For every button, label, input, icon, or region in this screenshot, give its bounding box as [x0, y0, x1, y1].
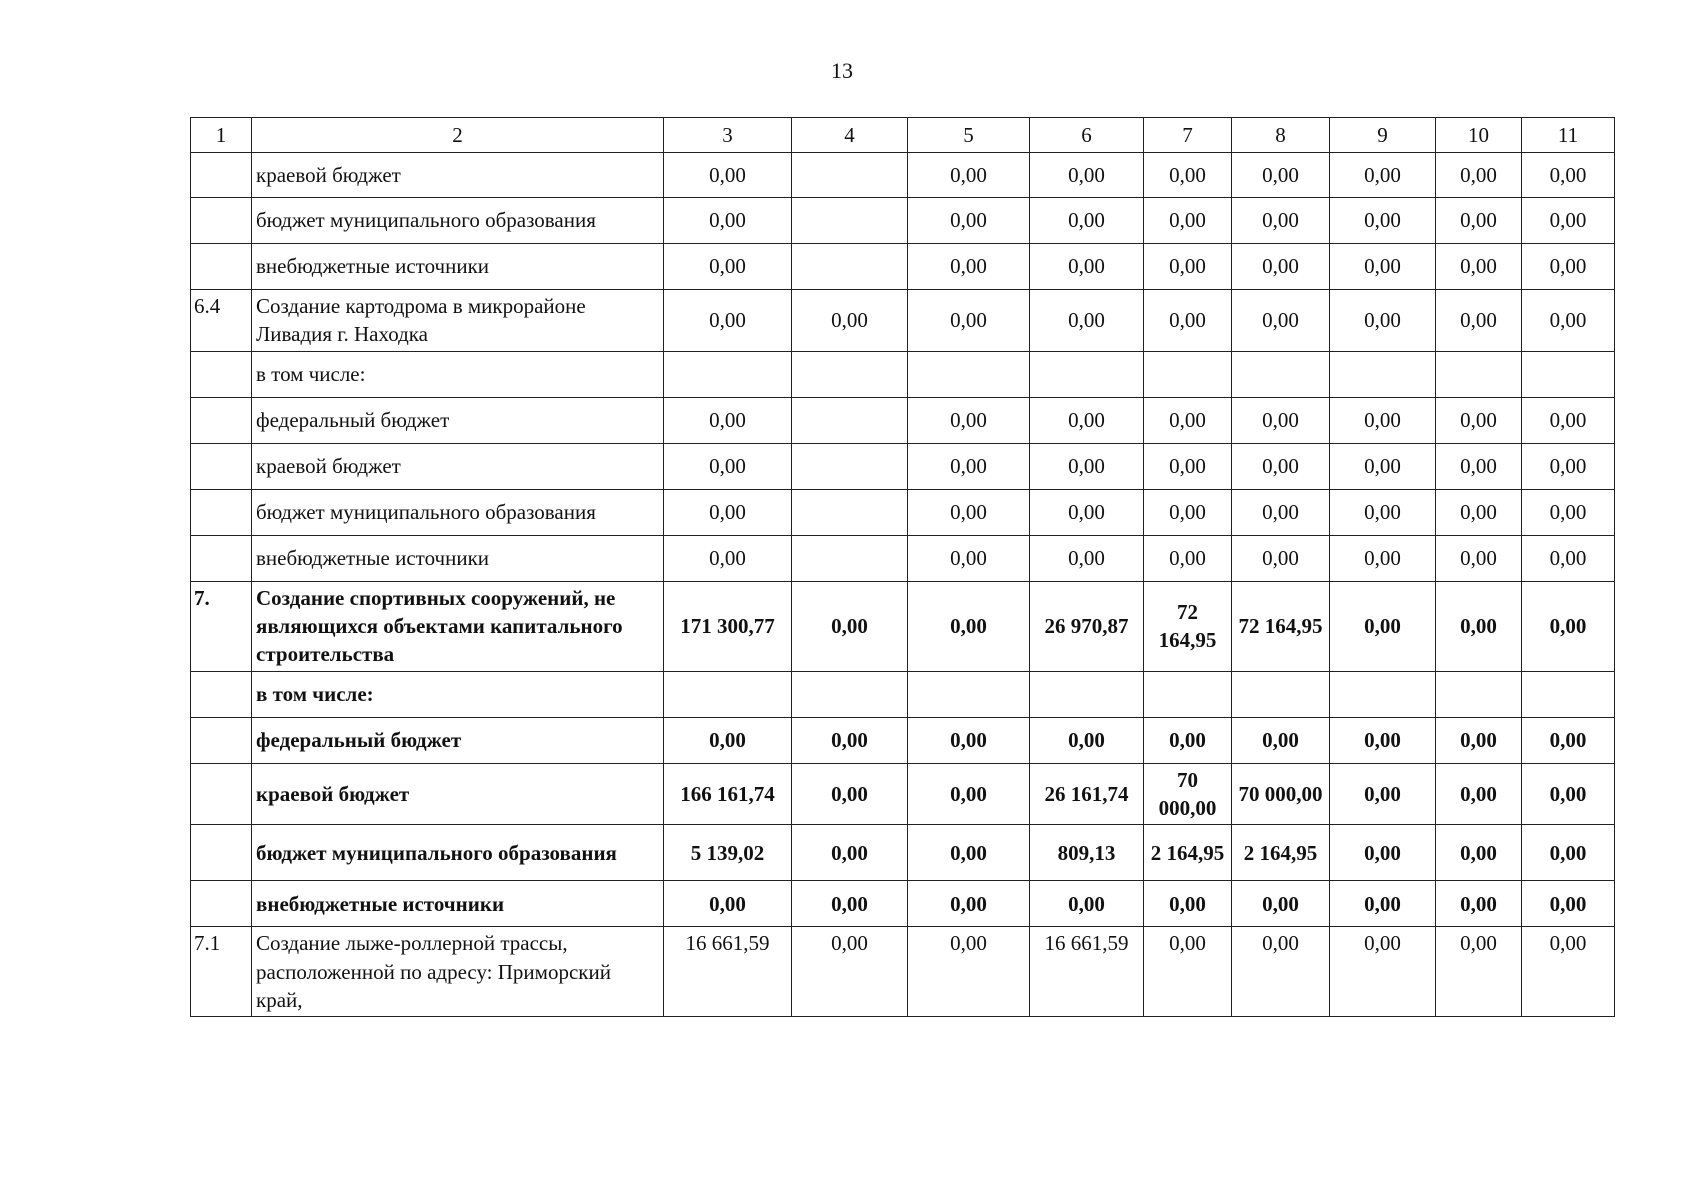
value-cell: 0,00: [1144, 927, 1232, 1017]
header-cell: 2: [252, 118, 664, 153]
value-cell: 809,13: [1030, 825, 1144, 881]
value-cell: 0,00: [1522, 763, 1615, 825]
value-cell: 0,00: [908, 244, 1030, 290]
header-cell: 5: [908, 118, 1030, 153]
value-cell: 0,00: [908, 763, 1030, 825]
value-cell: 26 161,74: [1030, 763, 1144, 825]
value-cell: 16 661,59: [664, 927, 792, 1017]
value-cell: 0,00: [792, 763, 908, 825]
value-cell: 166 161,74: [664, 763, 792, 825]
row-number-cell: [191, 881, 252, 927]
value-cell: [1436, 671, 1522, 717]
value-cell: 0,00: [1232, 153, 1330, 198]
value-cell: 0,00: [1436, 198, 1522, 244]
value-cell: [792, 489, 908, 535]
value-cell: 0,00: [792, 927, 908, 1017]
value-cell: 0,00: [1522, 244, 1615, 290]
value-cell: 0,00: [1030, 153, 1144, 198]
value-cell: 0,00: [664, 717, 792, 763]
value-cell: 0,00: [908, 198, 1030, 244]
row-name-cell: краевой бюджет: [252, 763, 664, 825]
value-cell: 0,00: [1436, 244, 1522, 290]
value-cell: [1232, 351, 1330, 397]
table-row: [191, 535, 1615, 581]
row-number-cell: [191, 825, 252, 881]
row-name-cell: бюджет муниципального образования: [252, 198, 664, 244]
value-cell: 0,00: [1330, 881, 1436, 927]
value-cell: 0,00: [1144, 717, 1232, 763]
value-cell: [1330, 671, 1436, 717]
value-cell: [792, 397, 908, 443]
value-cell: 0,00: [1232, 244, 1330, 290]
value-cell: 0,00: [664, 153, 792, 198]
row-number-cell: [191, 244, 252, 290]
row-name-cell: в том числе:: [252, 351, 664, 397]
value-cell: 2 164,95: [1232, 825, 1330, 881]
value-cell: 0,00: [1330, 153, 1436, 198]
row-name-cell: Создание картодрома в микрорайоне Ливадия г. Находка: [252, 290, 664, 352]
value-cell: 0,00: [664, 198, 792, 244]
value-cell: 0,00: [1436, 290, 1522, 352]
row-name-cell: внебюджетные источники: [252, 535, 664, 581]
row-name-cell: краевой бюджет: [252, 443, 664, 489]
value-cell: [1144, 671, 1232, 717]
header-cell: 3: [664, 118, 792, 153]
row-name-cell: Создание лыже-роллерной трассы, расположенной по адресу: Приморский край,: [252, 927, 664, 1017]
value-cell: 72 164,95: [1232, 581, 1330, 671]
row-number-cell: [191, 351, 252, 397]
value-cell: 0,00: [1144, 881, 1232, 927]
value-cell: 0,00: [1144, 244, 1232, 290]
value-cell: 0,00: [1030, 443, 1144, 489]
value-cell: 0,00: [1330, 927, 1436, 1017]
row-name-cell: бюджет муниципального образования: [252, 825, 664, 881]
value-cell: 0,00: [1436, 535, 1522, 581]
value-cell: 5 139,02: [664, 825, 792, 881]
header-cell: 7: [1144, 118, 1232, 153]
table-row: [191, 825, 1615, 881]
table-row: [191, 244, 1615, 290]
value-cell: [664, 351, 792, 397]
value-cell: [1030, 351, 1144, 397]
table-body: [191, 118, 1615, 1017]
table-row: [191, 489, 1615, 535]
table-row: [191, 351, 1615, 397]
value-cell: 0,00: [908, 581, 1030, 671]
value-cell: [792, 443, 908, 489]
value-cell: 0,00: [1030, 290, 1144, 352]
value-cell: 0,00: [1232, 717, 1330, 763]
row-number-cell: [191, 397, 252, 443]
value-cell: 0,00: [1330, 290, 1436, 352]
value-cell: [792, 198, 908, 244]
value-cell: 0,00: [908, 881, 1030, 927]
value-cell: 0,00: [1330, 397, 1436, 443]
row-number-cell: [191, 763, 252, 825]
value-cell: [792, 671, 908, 717]
value-cell: 0,00: [792, 290, 908, 352]
table-row: [191, 671, 1615, 717]
value-cell: 0,00: [1330, 489, 1436, 535]
row-number-cell: [191, 153, 252, 198]
value-cell: 70 000,00: [1232, 763, 1330, 825]
value-cell: 72 164,95: [1144, 581, 1232, 671]
table-row: [191, 443, 1615, 489]
value-cell: 0,00: [1232, 927, 1330, 1017]
header-cell: 6: [1030, 118, 1144, 153]
row-number-cell: [191, 717, 252, 763]
value-cell: 0,00: [1522, 581, 1615, 671]
table-row: [191, 763, 1615, 825]
value-cell: 0,00: [792, 717, 908, 763]
value-cell: [1522, 351, 1615, 397]
value-cell: 0,00: [1144, 290, 1232, 352]
row-number-cell: 7.1: [191, 927, 252, 1017]
value-cell: 0,00: [1232, 489, 1330, 535]
header-cell: 8: [1232, 118, 1330, 153]
value-cell: 0,00: [1144, 397, 1232, 443]
value-cell: 0,00: [1030, 535, 1144, 581]
value-cell: 0,00: [792, 881, 908, 927]
value-cell: 0,00: [908, 443, 1030, 489]
value-cell: 0,00: [908, 489, 1030, 535]
value-cell: [792, 244, 908, 290]
value-cell: 0,00: [1330, 717, 1436, 763]
row-name-cell: внебюджетные источники: [252, 881, 664, 927]
value-cell: 0,00: [1144, 153, 1232, 198]
value-cell: [1436, 351, 1522, 397]
value-cell: 0,00: [1436, 153, 1522, 198]
value-cell: 70 000,00: [1144, 763, 1232, 825]
row-number-cell: 6.4: [191, 290, 252, 352]
value-cell: 0,00: [1030, 198, 1144, 244]
row-number-cell: [191, 198, 252, 244]
value-cell: 0,00: [664, 397, 792, 443]
value-cell: 0,00: [1330, 763, 1436, 825]
value-cell: 0,00: [1330, 825, 1436, 881]
value-cell: [792, 535, 908, 581]
table-row: [191, 881, 1615, 927]
table-row: [191, 397, 1615, 443]
value-cell: 0,00: [1030, 244, 1144, 290]
value-cell: 0,00: [1522, 535, 1615, 581]
header-cell: 9: [1330, 118, 1436, 153]
value-cell: 0,00: [1436, 763, 1522, 825]
value-cell: 0,00: [1232, 535, 1330, 581]
row-number-cell: [191, 489, 252, 535]
value-cell: 0,00: [1522, 927, 1615, 1017]
header-cell: 1: [191, 118, 252, 153]
value-cell: 0,00: [1436, 489, 1522, 535]
value-cell: 0,00: [664, 489, 792, 535]
value-cell: 0,00: [908, 153, 1030, 198]
value-cell: 0,00: [1144, 198, 1232, 244]
value-cell: 0,00: [908, 825, 1030, 881]
value-cell: [1330, 351, 1436, 397]
header-cell: 10: [1436, 118, 1522, 153]
value-cell: 0,00: [1436, 397, 1522, 443]
value-cell: 0,00: [1436, 881, 1522, 927]
value-cell: 0,00: [792, 825, 908, 881]
value-cell: 0,00: [908, 717, 1030, 763]
value-cell: 0,00: [664, 244, 792, 290]
row-name-cell: бюджет муниципального образования: [252, 489, 664, 535]
value-cell: 0,00: [1522, 881, 1615, 927]
value-cell: 0,00: [908, 397, 1030, 443]
value-cell: 171 300,77: [664, 581, 792, 671]
value-cell: 0,00: [792, 581, 908, 671]
value-cell: 0,00: [908, 535, 1030, 581]
value-cell: 0,00: [1330, 581, 1436, 671]
value-cell: 0,00: [1030, 881, 1144, 927]
header-cell: 11: [1522, 118, 1615, 153]
row-name-cell: краевой бюджет: [252, 153, 664, 198]
row-number-cell: [191, 443, 252, 489]
value-cell: 0,00: [1232, 198, 1330, 244]
value-cell: 0,00: [1030, 397, 1144, 443]
value-cell: 0,00: [1030, 489, 1144, 535]
page-number: 13: [831, 58, 853, 83]
table-row: [191, 290, 1615, 352]
table-row: [191, 581, 1615, 671]
value-cell: 0,00: [1436, 825, 1522, 881]
table-row: [191, 198, 1615, 244]
value-cell: 0,00: [1522, 717, 1615, 763]
value-cell: 0,00: [1330, 198, 1436, 244]
value-cell: 0,00: [908, 927, 1030, 1017]
header-row: [191, 118, 1615, 153]
value-cell: 0,00: [1522, 153, 1615, 198]
value-cell: 0,00: [1522, 397, 1615, 443]
value-cell: 0,00: [664, 535, 792, 581]
row-name-cell: Создание спортивных сооружений, не являющихся объектами капитального строительства: [252, 581, 664, 671]
header-cell: 4: [792, 118, 908, 153]
value-cell: 16 661,59: [1030, 927, 1144, 1017]
row-name-cell: в том числе:: [252, 671, 664, 717]
value-cell: 0,00: [1232, 443, 1330, 489]
value-cell: 26 970,87: [1030, 581, 1144, 671]
table-row: [191, 927, 1615, 1017]
value-cell: 0,00: [1522, 825, 1615, 881]
value-cell: 0,00: [1330, 244, 1436, 290]
row-number-cell: [191, 535, 252, 581]
value-cell: 0,00: [1144, 443, 1232, 489]
value-cell: [1144, 351, 1232, 397]
value-cell: 0,00: [664, 443, 792, 489]
value-cell: 0,00: [1144, 535, 1232, 581]
value-cell: 0,00: [908, 290, 1030, 352]
value-cell: 0,00: [1522, 443, 1615, 489]
value-cell: 2 164,95: [1144, 825, 1232, 881]
row-number-cell: 7.: [191, 581, 252, 671]
value-cell: 0,00: [1232, 290, 1330, 352]
value-cell: 0,00: [664, 290, 792, 352]
value-cell: [1030, 671, 1144, 717]
value-cell: [792, 153, 908, 198]
value-cell: 0,00: [1232, 881, 1330, 927]
value-cell: [664, 671, 792, 717]
value-cell: [792, 351, 908, 397]
value-cell: 0,00: [1436, 927, 1522, 1017]
row-number-cell: [191, 671, 252, 717]
value-cell: 0,00: [1330, 535, 1436, 581]
value-cell: [1232, 671, 1330, 717]
row-name-cell: федеральный бюджет: [252, 397, 664, 443]
table-row: [191, 717, 1615, 763]
value-cell: [1522, 671, 1615, 717]
value-cell: 0,00: [1232, 397, 1330, 443]
value-cell: [908, 671, 1030, 717]
value-cell: 0,00: [1144, 489, 1232, 535]
value-cell: 0,00: [1436, 717, 1522, 763]
value-cell: 0,00: [1522, 489, 1615, 535]
value-cell: 0,00: [1436, 443, 1522, 489]
value-cell: 0,00: [664, 881, 792, 927]
value-cell: [908, 351, 1030, 397]
row-name-cell: федеральный бюджет: [252, 717, 664, 763]
value-cell: 0,00: [1030, 717, 1144, 763]
value-cell: 0,00: [1436, 581, 1522, 671]
budget-table: [190, 117, 1615, 1017]
value-cell: 0,00: [1522, 198, 1615, 244]
value-cell: 0,00: [1330, 443, 1436, 489]
value-cell: 0,00: [1522, 290, 1615, 352]
row-name-cell: внебюджетные источники: [252, 244, 664, 290]
table-row: [191, 153, 1615, 198]
